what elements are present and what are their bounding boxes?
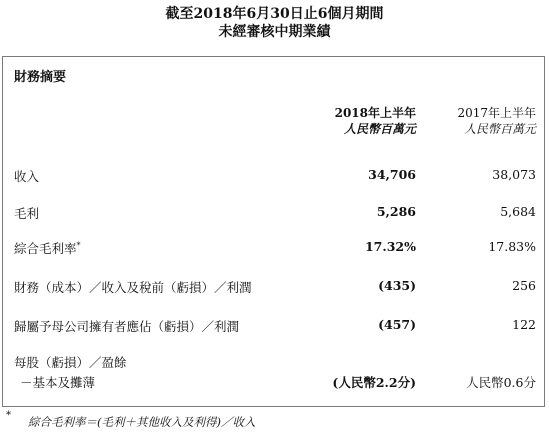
- table-row-continuation: [3, 373, 544, 393]
- report-title: 截至2018年6月30日止6個月期間: [165, 6, 384, 22]
- value-2018: (435): [378, 278, 416, 293]
- footnote-marker: *: [6, 410, 11, 421]
- value-2018: (人民幣2.2分): [332, 375, 416, 390]
- table-row: [3, 317, 544, 337]
- section-title: 財務摘要: [14, 70, 67, 85]
- row-sublabel: －基本及攤薄: [20, 375, 96, 390]
- value-2018: (457): [378, 317, 416, 332]
- column-period-2018: 2018年上半年: [334, 106, 416, 120]
- table-row: [3, 278, 544, 298]
- value-2018: 5,286: [376, 204, 416, 219]
- table-row: [3, 167, 544, 187]
- financial-summary-table: [2, 56, 545, 407]
- value-2017: 256: [512, 278, 536, 293]
- footnote-text: 綜合毛利率＝(毛利＋其他收入及利得)／收入: [28, 415, 256, 429]
- row-label-text: 綜合毛利率: [14, 241, 77, 256]
- row-label: 財務（成本）／收入及稅前（虧損）／利潤: [14, 280, 252, 295]
- value-2018: 34,706: [368, 167, 416, 182]
- row-label: 每股（虧損）／盈餘: [14, 355, 127, 370]
- value-2017: 38,073: [492, 167, 536, 182]
- value-2017: 17.83%: [488, 239, 536, 254]
- value-2017: 人民幣0.6分: [466, 375, 536, 390]
- column-header-2017: [457, 105, 536, 137]
- column-period-2017: 2017年上半年: [457, 106, 536, 120]
- footnote-marker: *: [76, 240, 81, 250]
- row-label: 歸屬予母公司擁有者應佔（虧損）／利潤: [14, 319, 240, 334]
- table-row: [3, 353, 544, 373]
- row-label: 收入: [14, 169, 40, 184]
- column-unit-2017: 人民幣百萬元: [463, 122, 536, 136]
- table-row: [3, 239, 544, 259]
- row-label: [14, 239, 81, 257]
- column-header-2018: [335, 105, 416, 137]
- value-2017: 122: [512, 317, 536, 332]
- value-2017: 5,684: [500, 204, 536, 219]
- row-label: 毛利: [14, 206, 40, 221]
- column-unit-2018: 人民幣百萬元: [343, 122, 416, 136]
- table-row: [3, 204, 544, 224]
- report-subtitle: 未經審核中期業績: [218, 24, 331, 40]
- value-2018: 17.32%: [364, 239, 416, 254]
